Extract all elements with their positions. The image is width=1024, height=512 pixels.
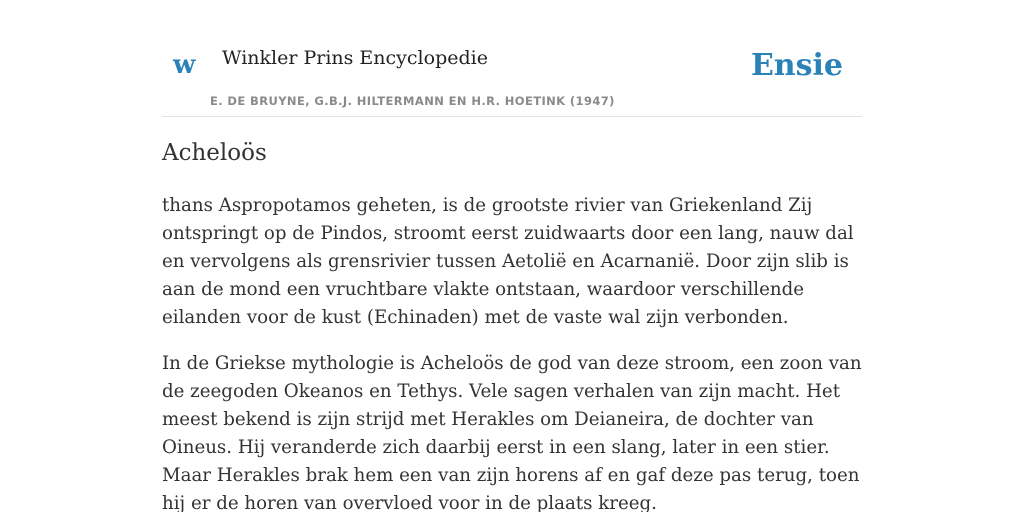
- article-title: Acheloös: [162, 140, 267, 166]
- header: [162, 0, 862, 117]
- encyclopedia-logo-icon[interactable]: w: [173, 50, 196, 80]
- publication-authors: E. DE BRUYNE, G.B.J. HILTERMANN EN H.R. HOETINK (1947): [210, 94, 615, 108]
- article-paragraph: In de Griekse mythologie is Acheloös de god van deze stroom, een zoon van de zeegoden Okeanos en Tethys. Vele sagen verhalen van zijn macht. Het meest bekend is zijn strijd met Herakles om Deianeira, de dochter van Oineus. Hij veranderde zich daarbij eerst in een slang, later in een stier. Maar Herakles brak hem een van zijn horens af en gaf deze pas terug, toen hij er de horen van overvloed voor in de plaats kreeg.: [162, 353, 862, 512]
- publication-title[interactable]: Winkler Prins Encyclopedie: [222, 47, 488, 69]
- article-paragraph: thans Aspropotamos geheten, is de grootste rivier van Griekenland Zij ontspringt op de Pindos, stroomt eerst zuidwaarts door een lang, nauw dal en vervolgens als grensrivier tussen Aetolië en Acarnanië. Door zijn slib is aan de mond een vruchtbare vlakte ontstaan, waardoor verschillende eilanden voor de kust (Echinaden) met de vaste wal zijn verbonden.: [162, 195, 854, 328]
- article-body: [162, 192, 862, 512]
- ensie-logo[interactable]: Ensie: [750, 48, 843, 83]
